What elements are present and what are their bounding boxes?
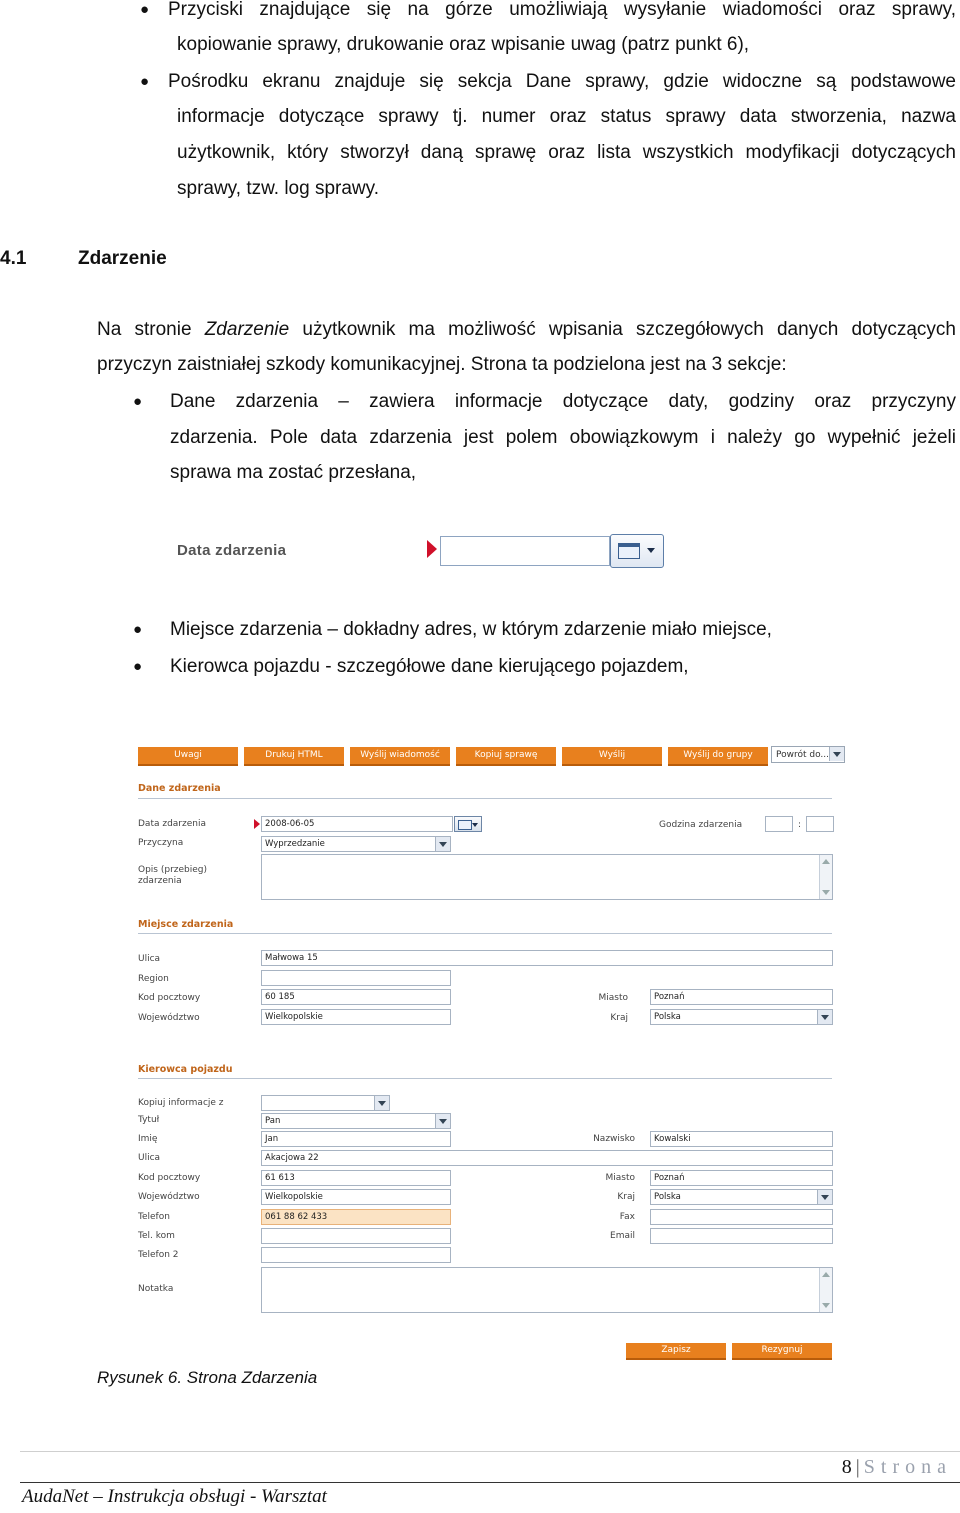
calendar-icon	[618, 543, 640, 559]
region-label: Region	[138, 974, 169, 984]
chevron-down-icon	[439, 1119, 447, 1124]
kierowca-kraj-select[interactable]	[650, 1189, 833, 1205]
footer-text: AudaNet – Instrukcja obsługi - Warsztat	[22, 1486, 327, 1507]
wojewodztwo-input[interactable]: Wielkopolskie	[261, 1009, 451, 1025]
kierowca-kod-input[interactable]: 61 613	[261, 1170, 451, 1186]
wyslij-button[interactable]: Wyślij	[562, 747, 662, 766]
opis-label: Opis (przebieg) zdarzenia	[138, 865, 208, 886]
scroll-up-icon	[822, 859, 830, 864]
divider	[138, 1078, 832, 1079]
godzina-hour-input[interactable]	[765, 816, 793, 832]
bullet-dot: ●	[133, 658, 143, 675]
data-zdarzenia-label: Data zdarzenia	[138, 819, 206, 829]
kierowca-wojewodztwo-input[interactable]: Wielkopolskie	[261, 1189, 451, 1205]
kraj-label: Kraj	[610, 1013, 628, 1023]
imie-label: Imię	[138, 1134, 158, 1144]
tel-kom-label: Tel. kom	[138, 1231, 175, 1241]
rezygnuj-button[interactable]: Rezygnuj	[732, 1343, 832, 1360]
email-label: Email	[610, 1231, 635, 1241]
ulica-input[interactable]: Małwowa 15	[261, 950, 833, 966]
chevron-down-icon	[833, 752, 841, 757]
telefon-label: Telefon	[138, 1212, 170, 1222]
divider	[20, 1451, 960, 1452]
telefon-2-input[interactable]	[261, 1247, 451, 1263]
kopiuj-informacje-label: Kopiuj informacje z	[138, 1098, 224, 1108]
date-input[interactable]	[440, 536, 610, 566]
data-zdarzenia-input[interactable]: 2008-06-05	[261, 816, 453, 832]
tytul-label: Tytuł	[138, 1115, 160, 1125]
calendar-button[interactable]	[610, 534, 664, 568]
zapisz-button[interactable]: Zapisz	[626, 1343, 726, 1360]
fax-input[interactable]	[650, 1209, 833, 1225]
kraj-select[interactable]	[650, 1009, 833, 1025]
required-marker-icon	[427, 540, 437, 558]
chevron-down-icon	[821, 1015, 829, 1020]
chevron-down-icon	[439, 842, 447, 847]
wojewodztwo-label: Województwo	[138, 1013, 200, 1023]
chevron-down-icon	[378, 1101, 386, 1106]
divider	[138, 798, 832, 799]
godzina-minute-input[interactable]	[806, 816, 834, 832]
imie-input[interactable]: Jan	[261, 1131, 451, 1147]
uwagi-button[interactable]: Uwagi	[138, 747, 238, 766]
bullet-text: Miejsce zdarzenia – dokładny adres, w którym zdarzenie miało miejsce,	[170, 619, 772, 640]
przyczyna-value: Wyprzedzanie	[265, 839, 325, 849]
kierowca-miasto-input[interactable]: Poznań	[650, 1170, 833, 1186]
nazwisko-label: Nazwisko	[593, 1134, 635, 1144]
notatka-textarea[interactable]	[261, 1267, 833, 1313]
opis-textarea[interactable]	[261, 854, 833, 900]
wyslij-wiadomosc-button[interactable]: Wyślij wiadomość	[350, 747, 450, 766]
tytul-value: Pan	[265, 1116, 281, 1126]
paragraph-emphasis: Zdarzenie	[204, 319, 290, 340]
bullet-dot: ●	[140, 1, 150, 18]
divider	[138, 933, 832, 934]
tel-kom-input[interactable]	[261, 1228, 451, 1244]
calendar-button[interactable]	[454, 816, 482, 832]
chevron-down-icon	[821, 1195, 829, 1200]
kierowca-kod-label: Kod pocztowy	[138, 1173, 201, 1183]
bullet-dot: ●	[133, 393, 143, 410]
kod-pocztowy-label: Kod pocztowy	[138, 993, 201, 1003]
calendar-icon	[458, 820, 472, 830]
bullet-text: użytkownik, który stworzył daną sprawę oraz lista wszystkich modyfikacji dotyczących	[177, 142, 956, 163]
paragraph-text: Na stronie	[97, 319, 205, 340]
przyczyna-label: Przyczyna	[138, 838, 184, 848]
date-field-screenshot	[165, 528, 670, 574]
kierowca-miasto-label: Miasto	[605, 1173, 635, 1183]
divider	[20, 1482, 960, 1483]
kierowca-kraj-label: Kraj	[617, 1192, 635, 1202]
section-title: Zdarzenie	[78, 248, 167, 269]
kraj-value: Polska	[654, 1012, 681, 1022]
przyczyna-select[interactable]	[261, 836, 451, 852]
bullet-text: Dane zdarzenia – zawiera informacje dotyczące daty, godziny oraz przyczyny	[170, 391, 956, 412]
miasto-input[interactable]: Poznań	[650, 989, 833, 1005]
telefon-2-label: Telefon 2	[138, 1250, 179, 1260]
wyslij-do-grupy-button[interactable]: Wyślij do grupy	[668, 747, 768, 766]
section-number: 4.1	[0, 248, 27, 269]
notatka-label: Notatka	[138, 1284, 174, 1294]
godzina-zdarzenia-label: Godzina zdarzenia	[659, 820, 743, 830]
powrot-do-select[interactable]	[771, 746, 845, 763]
ulica-label: Ulica	[138, 954, 161, 964]
bullet-text: informacje dotyczące sprawy tj. numer oraz status sprawy data stworzenia, nazwa	[177, 106, 956, 127]
bullet-text: Przyciski znajdujące się na górze umożliwiają wysyłanie wiadomości oraz sprawy,	[168, 0, 956, 20]
kierowca-ulica-label: Ulica	[138, 1153, 161, 1163]
time-separator: :	[798, 820, 802, 830]
section-kierowca-pojazdu: Kierowca pojazdu	[138, 1064, 233, 1075]
section-miejsce-zdarzenia: Miejsce zdarzenia	[138, 919, 234, 930]
bullet-dot: ●	[133, 621, 143, 638]
kopiuj-informacje-select[interactable]	[261, 1095, 390, 1111]
nazwisko-input[interactable]: Kowalski	[650, 1131, 833, 1147]
bullet-text: Pośrodku ekranu znajduje się sekcja Dane sprawy, gdzie widoczne są podstawowe	[168, 71, 956, 92]
scroll-up-icon	[822, 1272, 830, 1277]
chevron-down-icon	[472, 823, 478, 827]
paragraph-text: użytkownik ma możliwość wpisania szczegółowych danych dotyczących	[289, 319, 956, 340]
telefon-input[interactable]: 061 88 62 433	[261, 1209, 451, 1225]
chevron-down-icon	[647, 548, 655, 553]
kierowca-kraj-value: Polska	[654, 1192, 681, 1202]
page-word: Strona	[863, 1456, 952, 1478]
required-marker-icon	[254, 819, 260, 829]
scroll-down-icon	[822, 1303, 830, 1308]
region-input[interactable]	[261, 970, 451, 986]
bullet-text: sprawy, tzw. log sprawy.	[177, 178, 380, 199]
miasto-label: Miasto	[598, 993, 628, 1003]
page-number-value: 8	[841, 1456, 852, 1478]
paragraph-line: przyczyn zaistniałej szkody komunikacyjnej. Strona ta podzielona jest na 3 sekcje:	[97, 354, 787, 375]
kod-pocztowy-input[interactable]: 60 185	[261, 989, 451, 1005]
kierowca-wojewodztwo-label: Województwo	[138, 1192, 200, 1202]
fax-label: Fax	[619, 1212, 635, 1222]
tytul-select[interactable]	[261, 1113, 451, 1129]
bullet-text: Kierowca pojazdu - szczegółowe dane kierującego pojazdem,	[170, 656, 689, 677]
data-zdarzenia-label: Data zdarzenia	[177, 542, 287, 559]
bullet-text: zdarzenia. Pole data zdarzenia jest polem obowiązkowym i należy go wypełnić jeżeli	[170, 427, 956, 448]
bullet-dot: ●	[140, 73, 150, 90]
paragraph-line	[97, 312, 956, 348]
drukuj-html-button[interactable]: Drukuj HTML	[244, 747, 344, 766]
kierowca-ulica-input[interactable]: Akacjowa 22	[261, 1150, 833, 1166]
zdarzenie-form-screenshot	[120, 733, 850, 1363]
powrot-do-value: Powrót do...	[776, 750, 830, 760]
scroll-down-icon	[822, 890, 830, 895]
figure-caption: Rysunek 6. Strona Zdarzenia	[97, 1368, 318, 1387]
bullet-text: sprawa ma zostać przesłana,	[170, 462, 417, 483]
section-dane-zdarzenia: Dane zdarzenia	[138, 783, 221, 794]
page-number	[842, 1456, 952, 1479]
email-input[interactable]	[650, 1228, 833, 1244]
page-separator: |	[855, 1456, 860, 1478]
bullet-text: kopiowanie sprawy, drukowanie oraz wpisanie uwag (patrz punkt 6),	[177, 34, 750, 55]
kopiuj-sprawe-button[interactable]: Kopiuj sprawę	[456, 747, 556, 766]
